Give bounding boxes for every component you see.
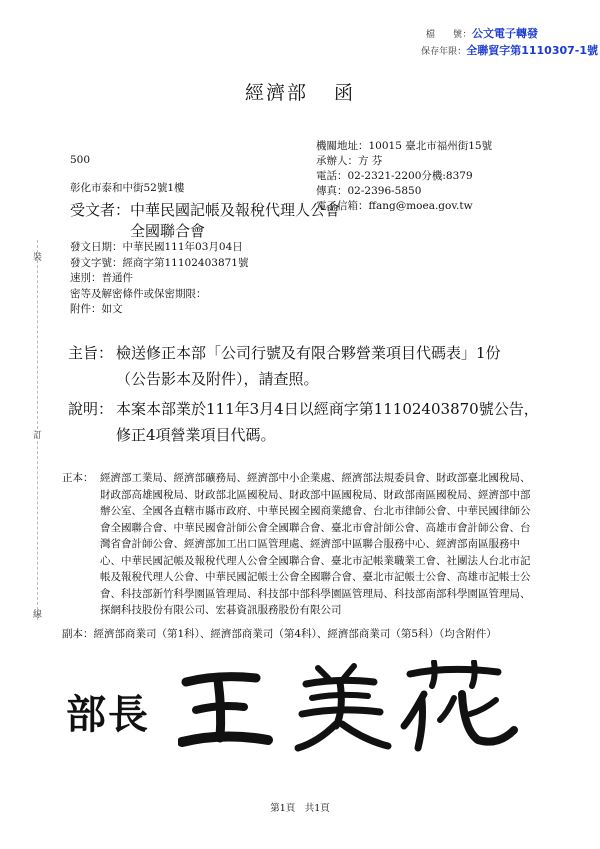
subject-line-1: 檢送修正本部「公司行號及有限合夥營業項目代碼表」1份 (116, 344, 501, 362)
recipient (70, 200, 340, 242)
explanation-block (68, 396, 568, 448)
recipient-zip: 500 (70, 154, 91, 166)
archive-number-label: 檔 號 (425, 30, 462, 40)
contact-email: 電子信箱：ffang@moea.gov.tw (316, 200, 473, 212)
issue-number: 發文字號：經商字第11102403871號 (70, 256, 249, 269)
retention-row: 保存年限 ： 全聯貿字第1110307-1號 (420, 43, 598, 60)
archive-number-value: 公文電子轉發 (472, 27, 538, 40)
binding-mark-middle: 訂 (33, 431, 43, 441)
original-recipients-text: 經濟部工業局、經濟部礦務局、經濟部中小企業處、經濟部法規委員會、財政部臺北國稅局、財政部高雄國稅局、財政部北區國稅局、財政部中區國稅局、財政部南區國稅局、經濟部中部辦公室、全國各直轄市縣市政府、中華民國全國商業總會、台北市律師公會、中華民國律師公會全國聯合會、中華民國會計師公會全國聯合會、臺北市會計師公會、高雄市會計師公會、台灣省會計師公會、經濟部加工出口區管理處、經濟部中區聯合服務中心、經濟部南區服務中心、中華民國記帳及報稅代理人公會全國聯合會、臺北市記帳業職業工會、社團法人台北市記帳及報稅代理人公會、中華民國記帳士公會全國聯合會、臺北市記帳士公會、高雄市記帳士公會、科技部新竹科學園區管理局、科技部中部科學園區管理局、科技部南部科學園區管理局、探網科技股份有限公司、宏碁資訊服務股份有限公司 (100, 472, 531, 616)
recipient-street: 彰化市泰和中街52號1樓 (70, 182, 185, 194)
subject-label: 主旨： (68, 344, 114, 362)
attachment: 附件：如文 (70, 303, 123, 315)
issue-date: 發文日期：中華民國111年03月04日 (70, 241, 243, 253)
binding-mark-bottom: 線 (33, 610, 43, 620)
contact-person: 承辦人：方 芬 (316, 155, 383, 167)
contact-info (316, 139, 492, 214)
recipient-line-2: 全國聯合會 (130, 222, 206, 240)
archive-number-row: 檔 號 ： 公文電子轉發 (420, 26, 598, 43)
subject-line-2: （公告影本及附件），請查照。 (116, 370, 319, 388)
original-recipients (62, 470, 537, 619)
explanation-line-2: 修正4項營業項目代碼。 (116, 426, 276, 444)
document-type: 函 (334, 82, 356, 104)
subject-block (68, 340, 568, 392)
retention-label: 保存年限 (421, 47, 458, 57)
binding-mark-top: 裝 (33, 253, 43, 263)
document-meta (70, 240, 248, 318)
copy-recipients: 副本：經濟部商業司（第1科）、經濟部商業司（第4科）、經濟部商業司（第5科）（均含附件） (62, 628, 497, 640)
original-recipients-label: 正本： (62, 472, 94, 484)
contact-fax: 傳真：02-2396-5850 (316, 185, 422, 197)
explanation-line-1: 本案本部業於111年3月4日以經商字第11102403870號公告， (116, 400, 539, 418)
page-number: 第1頁 共1頁 (270, 803, 330, 814)
document-title (0, 78, 600, 105)
archive-stamp (420, 26, 598, 60)
contact-phone: 電話：02-2321-2200分機:8379 (316, 170, 473, 182)
agency-address: 機關地址：10015 臺北市福州街15號 (316, 140, 493, 152)
security-level: 密等及解密條件或保密期限： (70, 287, 207, 300)
signature-title: 部長 (66, 692, 150, 738)
minister-signature (178, 660, 538, 755)
delivery-speed: 速別：普通件 (70, 272, 133, 284)
recipient-line-1: 受文者：中華民國記帳及報稅代理人公會 (70, 201, 341, 219)
explanation-label: 說明： (68, 400, 114, 418)
retention-value: 全聯貿字第1110307-1號 (466, 44, 598, 57)
agency-name: 經濟部 (244, 82, 308, 104)
